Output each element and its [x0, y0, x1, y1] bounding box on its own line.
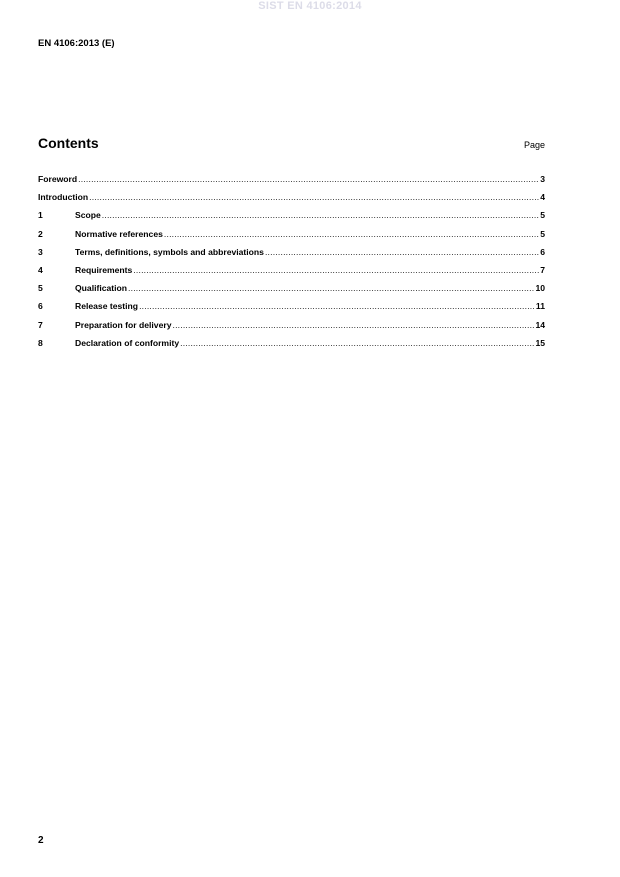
toc-entry-qualification[interactable] — [38, 283, 545, 301]
toc-entry-page: 11 — [535, 301, 545, 312]
toc-leader-dots — [265, 247, 539, 257]
toc-entry-title: Normative references — [75, 228, 163, 239]
toc-entry-scope[interactable] — [38, 210, 545, 228]
toc-entry-number: 3 — [38, 246, 43, 257]
toc-entry-foreword[interactable] — [38, 174, 545, 192]
table-of-contents — [38, 174, 545, 356]
toc-entry-release-testing[interactable] — [38, 301, 545, 319]
toc-entry-terms-definitions[interactable] — [38, 247, 545, 265]
document-id: EN 4106:2013 (E) — [38, 38, 115, 49]
toc-entry-number: 1 — [38, 210, 43, 221]
toc-entry-number: 6 — [38, 301, 43, 312]
toc-leader-dots — [172, 320, 534, 330]
contents-heading: Contents — [38, 135, 99, 151]
toc-leader-dots — [133, 265, 539, 275]
toc-entry-preparation-for-delivery[interactable] — [38, 320, 545, 338]
page-column-label: Page — [523, 140, 545, 150]
toc-entry-requirements[interactable] — [38, 265, 545, 283]
toc-entry-page: 14 — [535, 319, 545, 330]
toc-entry-page: 5 — [540, 228, 545, 239]
toc-leader-dots — [180, 338, 534, 348]
toc-entry-number: 5 — [38, 283, 43, 294]
toc-entry-page: 7 — [540, 264, 545, 275]
toc-entry-number: 7 — [38, 319, 43, 330]
toc-entry-declaration-of-conformity[interactable] — [38, 338, 545, 356]
toc-entry-number: 4 — [38, 264, 43, 275]
toc-entry-title: Declaration of conformity — [75, 337, 180, 348]
toc-leader-dots — [78, 174, 539, 184]
toc-leader-dots — [139, 301, 535, 311]
toc-leader-dots — [89, 192, 539, 202]
toc-entry-page: 3 — [540, 174, 545, 184]
toc-entry-title: Scope — [75, 210, 101, 221]
toc-leader-dots — [164, 229, 539, 239]
toc-entry-page: 4 — [540, 192, 545, 203]
toc-entry-title: Requirements — [75, 264, 133, 275]
toc-entry-page: 15 — [535, 337, 545, 348]
toc-entry-title: Release testing — [75, 301, 139, 312]
toc-entry-title: Terms, definitions, symbols and abbreviations — [75, 246, 264, 257]
toc-entry-page: 5 — [540, 210, 545, 221]
toc-entry-normative-references[interactable] — [38, 229, 545, 247]
toc-entry-title: Introduction — [38, 192, 89, 203]
toc-entry-page: 10 — [535, 283, 545, 294]
toc-entry-number: 8 — [38, 337, 43, 348]
toc-entry-title: Qualification — [75, 283, 128, 294]
toc-entry-number: 2 — [38, 228, 43, 239]
watermark: SIST EN 4106:2014 — [258, 0, 362, 12]
toc-entry-title: Foreword — [38, 174, 78, 184]
toc-entry-page: 6 — [540, 246, 545, 257]
toc-entry-title: Preparation for delivery — [75, 319, 172, 330]
toc-entry-introduction[interactable] — [38, 192, 545, 210]
page-number: 2 — [38, 835, 44, 846]
toc-leader-dots — [128, 283, 534, 293]
toc-leader-dots — [102, 210, 539, 220]
